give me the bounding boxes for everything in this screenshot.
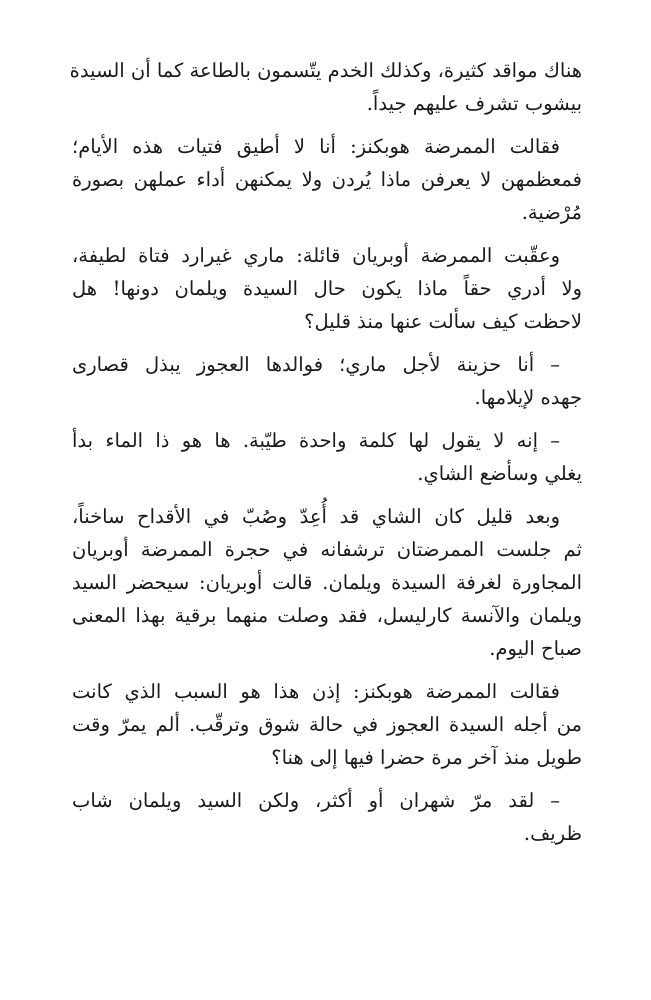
paragraph-2 [72,130,582,229]
paragraph-5 [72,424,582,490]
text-line: مُرْضية. [521,201,582,224]
text-line: وعقّبت الممرضة أوبريان قائلة: ماري غيرارد فتاة لطيفة، [72,244,560,267]
text-line: طويل منذ آخر مرة حضرا فيها إلى هنا؟ [271,746,582,769]
text-line: ويلمان والآنسة كارليسل، فقد وصلت منهما برقية بهذا المعنى [72,604,582,627]
text-line: فمعظمهن لا يعرفن ماذا يُردن ولا يمكنهن أداء عملهن بصورة [72,168,582,191]
paragraph-4 [72,348,582,414]
text-line: – لقد مرّ شهران أو أكثر، ولكن السيد ويلمان شاب [72,789,560,812]
text-line: فقالت الممرضة هوبكنز: إذن هذا هو السبب الذي كانت [72,680,560,703]
text-line: فقالت الممرضة هوبكنز: أنا لا أطيق فتيات هذه الأيام؛ [72,135,560,158]
paragraph-7 [72,675,582,774]
text-line: – أنا حزينة لأجل ماري؛ فوالدها العجوز يبذل قصارى [72,353,560,376]
text-line: ظريف. [523,822,582,845]
text-line: جهده لإيلامها. [474,386,582,409]
text-line: يغلي وسأضع الشاي. [417,462,582,485]
text-line: المجاورة لغرفة السيدة ويلمان. قالت أوبريان: سيحضر السيد [72,571,582,594]
text-line: ثم جلست الممرضتان ترشفانه في حجرة الممرضة أوبريان [72,538,582,561]
text-line: – إنه لا يقول لها كلمة واحدة طيّبة. ها هو ذا الماء بدأ [72,429,560,452]
text-line: صباح اليوم. [489,637,582,660]
paragraph-6 [72,500,582,665]
document-page [69,54,582,860]
text-line: بيشوب تشرف عليهم جيداً. [366,92,582,115]
text-line: لاحظت كيف سألت عنها منذ قليل؟ [304,310,582,333]
paragraph-1 [69,54,582,120]
paragraph-3 [72,239,582,338]
text-line: ولا أدري حقاً ماذا يكون حال السيدة ويلمان دونها! هل [72,277,582,300]
text-line: من أجله السيدة العجوز في حالة شوق وترقّب. ألم يمرّ وقت [72,713,582,736]
text-line: هناك مواقد كثيرة، وكذلك الخدم يتّسمون بالطاعة كما أن السيدة [69,59,582,82]
text-line: وبعد قليل كان الشاي قد أُعِدّ وصُبّ في الأقداح ساخناً، [72,505,560,528]
paragraph-8 [72,784,582,850]
